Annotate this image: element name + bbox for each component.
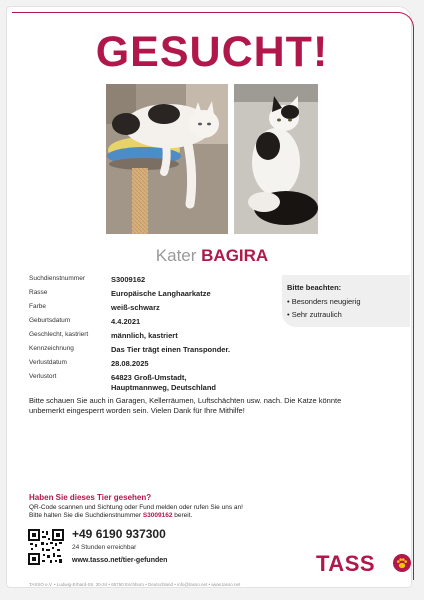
detail-label: Geschlecht, kastriert bbox=[29, 331, 89, 338]
description-line: Bitte schauen Sie auch in Garagen, Kellerräumen, Luftschächten usw. nach. Die Katze könnte bbox=[29, 396, 342, 405]
cat-photo-2 bbox=[234, 84, 318, 234]
qr-code-icon[interactable] bbox=[28, 529, 64, 565]
detail-label: Rasse bbox=[29, 289, 48, 296]
phone-number[interactable]: +49 6190 937300 bbox=[72, 527, 166, 541]
detail-value: 4.4.2021 bbox=[111, 317, 141, 326]
detail-label: Verlustort bbox=[29, 373, 57, 380]
detail-value-line: Hauptmannweg, Deutschland bbox=[111, 383, 217, 392]
detail-label: Farbe bbox=[29, 303, 46, 310]
website-link[interactable]: www.tasso.net/tier-gefunden bbox=[72, 557, 168, 564]
detail-value: 28.08.2025 bbox=[111, 359, 149, 368]
detail-label: Geburtsdatum bbox=[29, 317, 71, 324]
description-line: unbemerkt eingesperrt worden sein. Vielen Dank für Ihre Mithilfe! bbox=[29, 406, 245, 415]
contact-instructions bbox=[29, 504, 349, 520]
search-number-highlight: S3009162 bbox=[142, 512, 173, 519]
detail-value: Europäische Langhaarkatze bbox=[111, 289, 211, 298]
note-item: • Besonders neugierig bbox=[287, 297, 361, 306]
pet-name-prefix: Kater bbox=[155, 246, 197, 265]
note-box bbox=[282, 275, 410, 327]
contact-line-1: QR-Code scannen und Sichtung oder Fund melden oder rufen Sie uns an! bbox=[29, 504, 243, 511]
detail-label: Verlustdatum bbox=[29, 359, 67, 366]
detail-label: Suchdienstnummer bbox=[29, 275, 85, 282]
tasso-logo bbox=[316, 551, 416, 577]
contact-line-2-prefix: Bitte halten Sie die Suchdienstnummer bbox=[29, 512, 143, 519]
footer-address: TASSO e.V. • Ludwig-Erhard-Str. 30-34 • 65760 Eschborn • Deutschland • info@tasso.net • www.tasso.net bbox=[29, 582, 241, 587]
detail-value: weiß-schwarz bbox=[111, 303, 160, 312]
detail-value: Das Tier trägt einen Transponder. bbox=[111, 345, 231, 354]
detail-value: S3009162 bbox=[111, 275, 146, 284]
note-title: Bitte beachten: bbox=[287, 283, 342, 292]
pet-name bbox=[0, 246, 424, 266]
cat-photo-1 bbox=[106, 84, 228, 234]
headline: GESUCHT! bbox=[95, 28, 329, 76]
detail-value bbox=[111, 373, 271, 393]
contact-line-2-suffix: bereit. bbox=[172, 512, 193, 519]
detail-value-line: 64823 Groß-Umstadt, bbox=[111, 373, 187, 382]
availability-text: 24 Stunden erreichbar bbox=[72, 544, 137, 551]
note-item: • Sehr zutraulich bbox=[287, 310, 342, 319]
description-text bbox=[29, 396, 391, 416]
detail-label: Kennzeichnung bbox=[29, 345, 74, 352]
detail-value: männlich, kastriert bbox=[111, 331, 178, 340]
contact-question: Haben Sie dieses Tier gesehen? bbox=[29, 493, 152, 502]
paw-icon bbox=[392, 553, 412, 573]
logo-text: TASS bbox=[316, 551, 376, 576]
pet-name-value: BAGIRA bbox=[201, 246, 269, 265]
